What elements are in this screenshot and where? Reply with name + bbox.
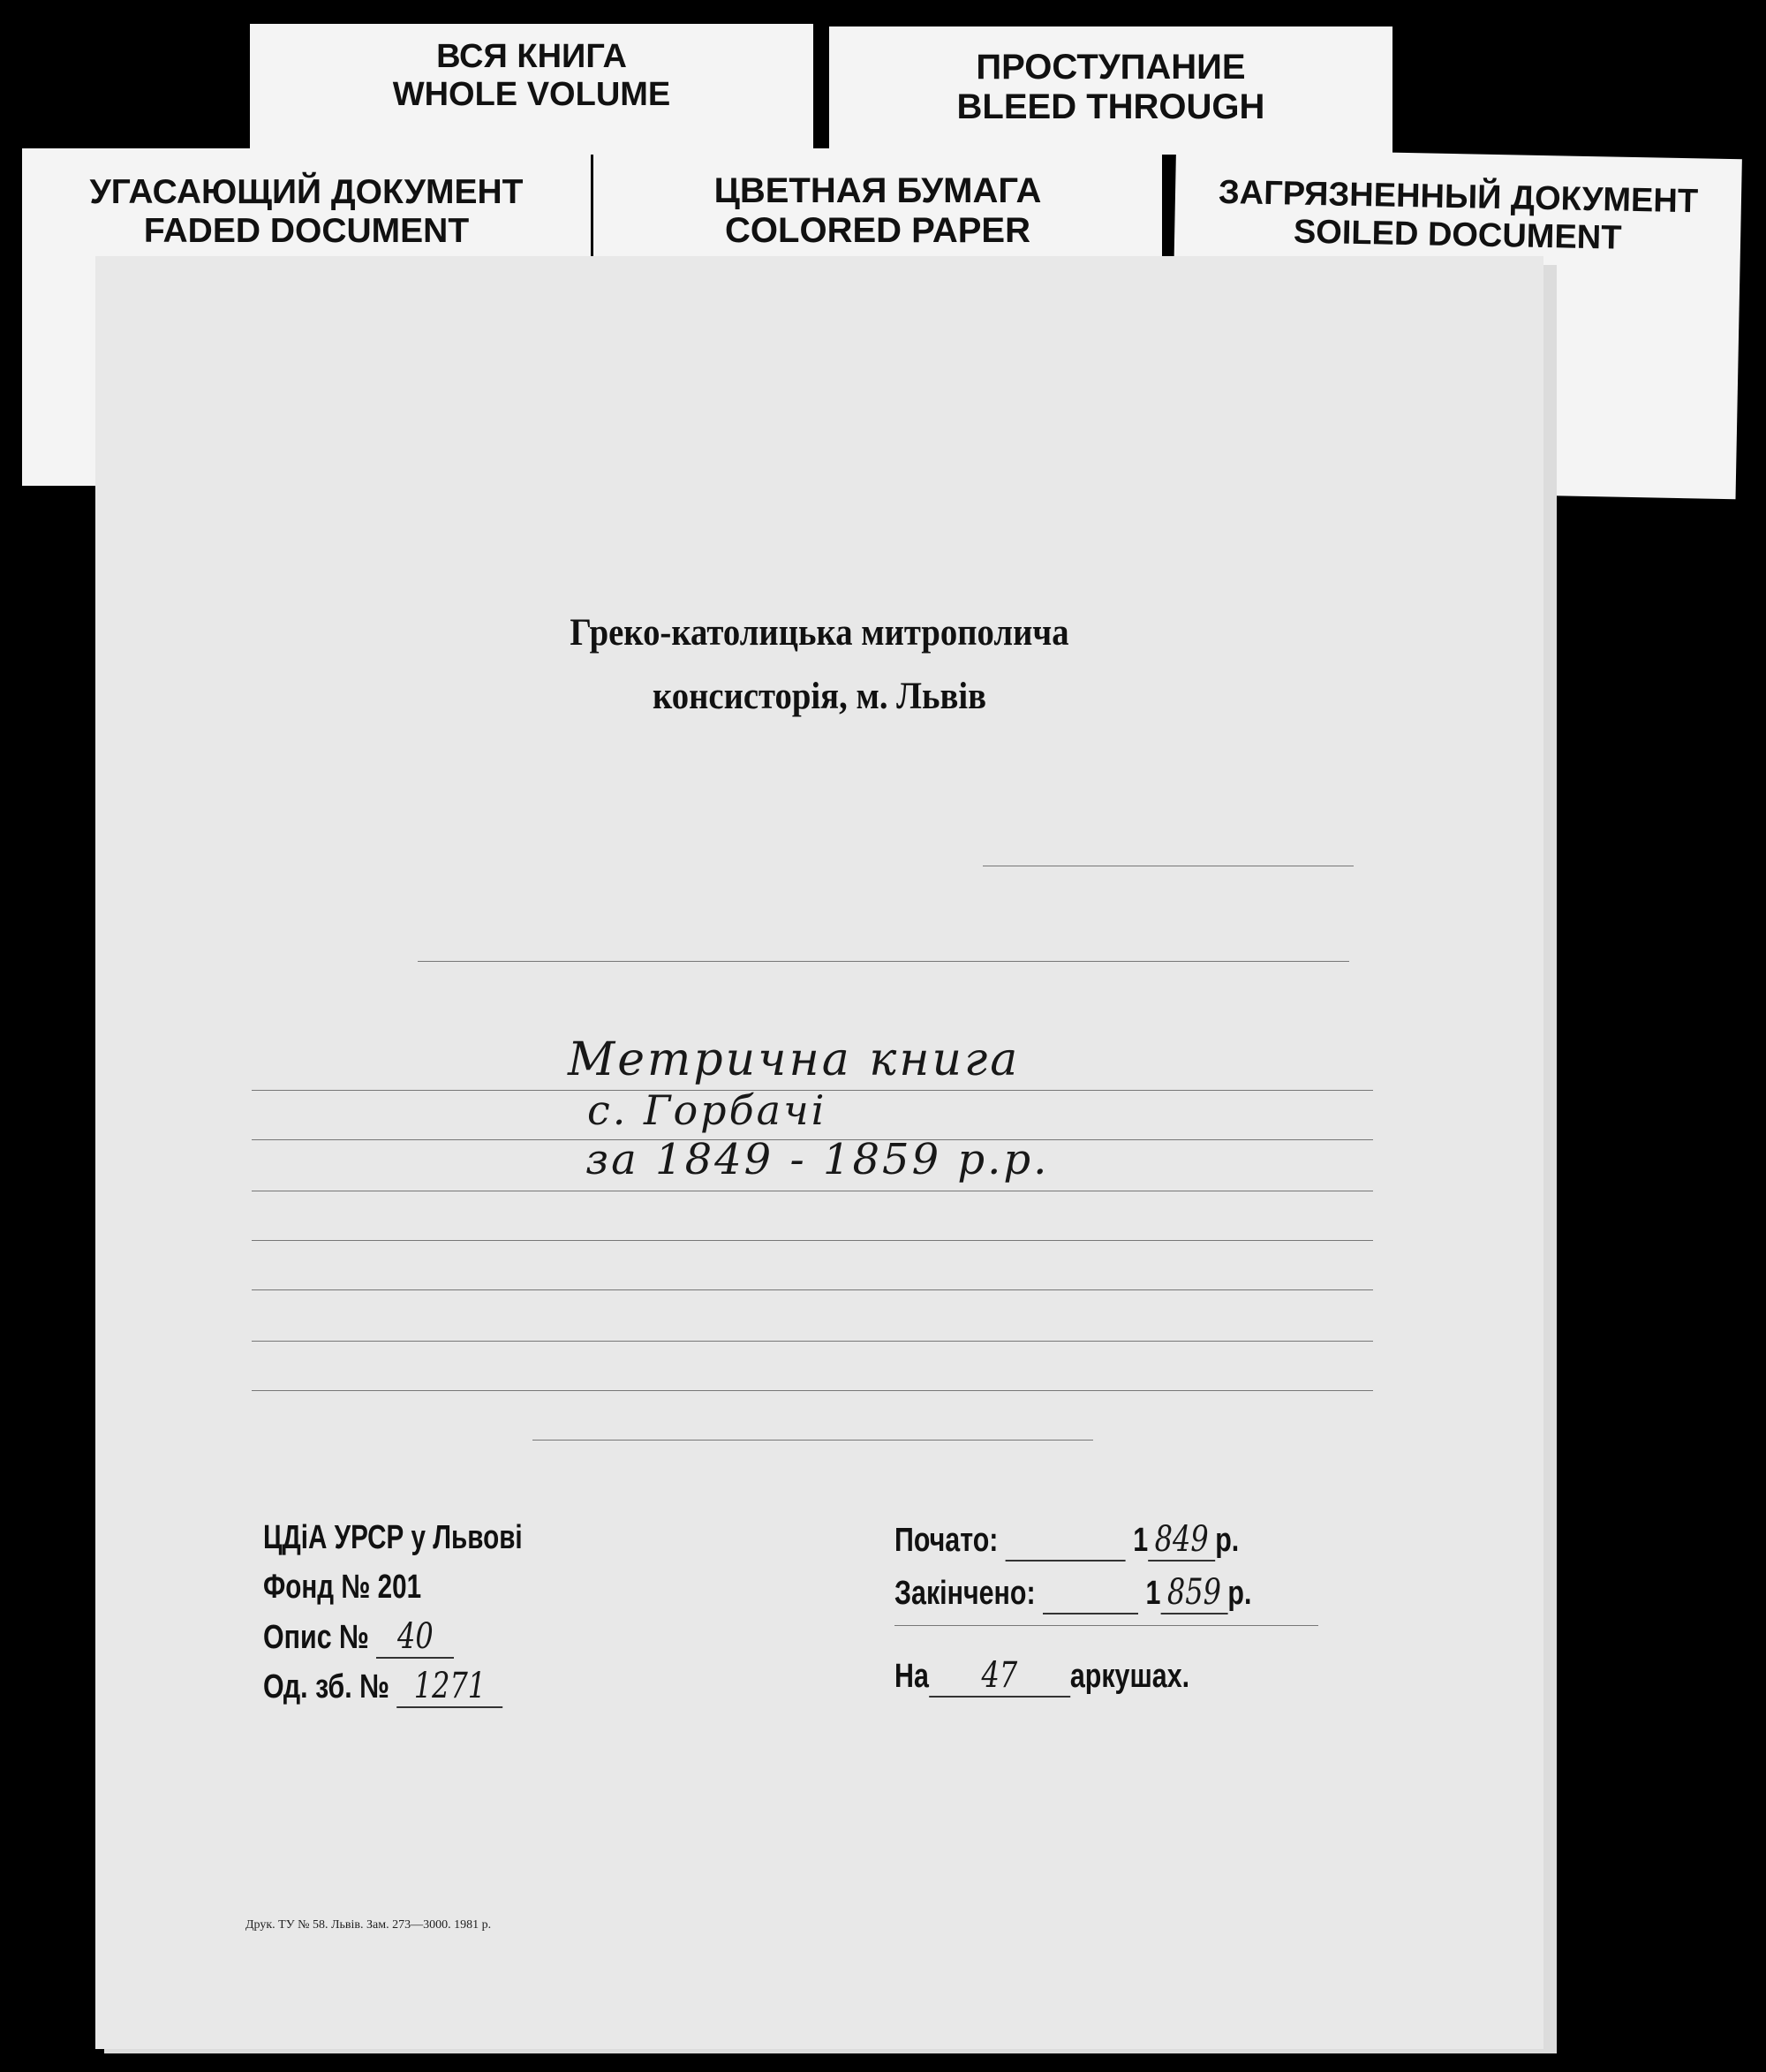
archive-cover-page	[95, 256, 1543, 2049]
tab-colored-paper-ru: ЦВЕТНАЯ БУМАГА	[713, 171, 1042, 210]
started-field	[894, 1519, 1325, 1562]
started-prefix: 1	[1133, 1522, 1149, 1559]
form-rule	[894, 1625, 1318, 1626]
handwritten-title-line2: с. Горбачі	[587, 1086, 827, 1134]
archive-od-zb-value: 1271	[396, 1666, 502, 1708]
form-rule	[252, 1341, 1373, 1342]
tab-faded-document-en: FADED DOCUMENT	[143, 211, 470, 250]
form-rule	[252, 1289, 1373, 1290]
archive-opys-value: 40	[376, 1616, 454, 1659]
archive-opys	[263, 1616, 502, 1659]
finished-label: Закінчено:	[894, 1575, 1036, 1612]
started-value: 849	[1148, 1519, 1215, 1562]
sheets-suffix: аркушах.	[1069, 1658, 1190, 1695]
tab-faded-document-ru: УГАСАЮЩИЙ ДОКУМЕНТ	[89, 173, 524, 211]
finished-value: 859	[1160, 1572, 1227, 1614]
started-label: Почато:	[894, 1522, 999, 1559]
printer-note: Друк. ТУ № 58. Львів. Зам. 273—3000. 1981 р.	[245, 1918, 492, 1932]
handwritten-title-line3: за 1849 - 1859 р.р.	[585, 1135, 1050, 1184]
archive-od-zb-label: Од. зб. №	[263, 1668, 389, 1705]
form-rule	[532, 1440, 1093, 1441]
cover-title-line1: Греко-католицька митрополича	[570, 612, 1069, 654]
handwritten-title-line1: Метрична книга	[568, 1033, 1021, 1086]
finished-prefix: 1	[1145, 1575, 1161, 1612]
tab-whole-volume-ru: ВСЯ КНИГА	[436, 38, 627, 75]
tab-whole-volume-en: WHOLE VOLUME	[392, 75, 671, 113]
form-rule	[252, 1240, 1373, 1241]
tab-bleed-through	[829, 26, 1392, 155]
tab-soiled-document-ru: ЗАГРЯЗНЕННЫЙ ДОКУМЕНТ	[1218, 173, 1699, 221]
tab-bleed-through-en: BLEED THROUGH	[956, 87, 1265, 126]
archive-name: ЦДіА УРСР у Львові	[263, 1519, 523, 1556]
form-rule	[252, 1390, 1373, 1391]
tab-colored-paper-en: COLORED PAPER	[725, 210, 1030, 250]
archive-od-zb	[263, 1666, 562, 1708]
finished-blank	[1043, 1575, 1138, 1614]
cover-title-line2: консисторія, м. Львів	[652, 676, 987, 717]
sheets-field	[894, 1655, 1264, 1698]
tab-whole-volume	[250, 24, 813, 155]
sheets-label: На	[894, 1658, 929, 1695]
archive-fond: Фонд № 201	[263, 1569, 422, 1606]
finished-field	[894, 1572, 1341, 1614]
started-suffix: р.	[1215, 1522, 1240, 1559]
form-rule	[418, 961, 1349, 962]
sheets-value: 47	[929, 1655, 1070, 1698]
started-blank	[1006, 1522, 1126, 1562]
finished-suffix: р.	[1227, 1575, 1252, 1612]
tab-bleed-through-ru: ПРОСТУПАНИЕ	[976, 48, 1246, 87]
tab-soiled-document-en: SOILED DOCUMENT	[1293, 213, 1622, 257]
archive-opys-label: Опис №	[263, 1619, 369, 1656]
